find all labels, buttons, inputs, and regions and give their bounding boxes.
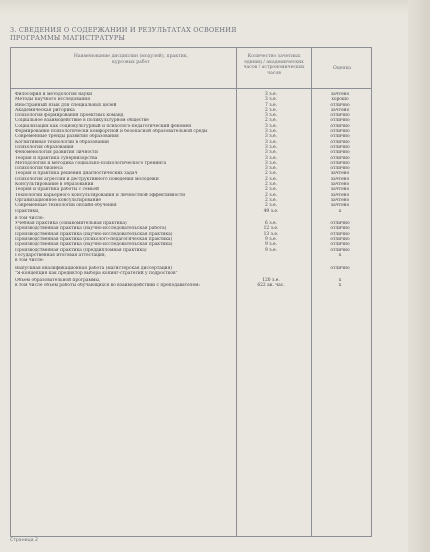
cell-name: Когнитивные технологии в образовании <box>15 139 109 145</box>
cell-hours: 2 з.е. <box>265 192 277 198</box>
cell-grade: отлично <box>330 226 350 232</box>
cell-hours: 2 з.е. <box>265 182 277 188</box>
cell-name: Объем образовательной программы, <box>15 278 101 284</box>
cell-name: Феноменология развития личности <box>15 150 98 156</box>
cell-name: Философия и методология науки <box>15 92 93 97</box>
cell-name: Производственная практика (научно-исследовательская практика) <box>15 231 173 237</box>
cell-grade: зачтено <box>330 203 350 209</box>
cell-hours: 13 з.е. <box>263 231 279 237</box>
column-header-hours: Количество зачетных единиц / академических часов / астрономических часов <box>243 54 305 76</box>
cell-grade: отлично <box>330 129 350 135</box>
cell-hours: 120 з.е. <box>262 278 280 284</box>
cell-grade: хорошо <box>331 97 349 103</box>
cell-name: Психология формирования проектных команд <box>15 113 124 119</box>
cell-hours: 2 з.е. <box>265 171 277 177</box>
cell-name: Методология и методика социально-психологического тренинга <box>15 160 167 166</box>
cell-grade: отлично <box>330 242 350 248</box>
cell-name: Академическая риторика <box>15 107 75 113</box>
cell-grade: отлично <box>330 139 350 145</box>
cell-hours: 2 з.е. <box>265 197 277 203</box>
cell-name: в том числе объем работы обучающихся во взаимодействии с преподавателем: <box>15 283 200 289</box>
table-row <box>11 209 371 214</box>
cell-hours: 6 з.е. <box>265 221 277 227</box>
section-heading: 3. СВЕДЕНИЯ О СОДЕРЖАНИИ И РЕЗУЛЬТАТАХ ОСВОЕНИЯ ПРОГРАММЫ МАГИСТРАТУРЫ <box>10 26 237 42</box>
cell-grade: отлично <box>330 231 350 237</box>
cell-grade: отлично <box>330 265 350 271</box>
cell-hours: 9 з.е. <box>265 247 277 253</box>
cell-hours: 3 з.е. <box>265 166 277 172</box>
cell-hours: 3 з.е. <box>265 139 277 145</box>
cell-name: Производственная практика (научно-исследовательская работа) <box>15 226 167 232</box>
cell-grade: отлично <box>330 102 350 108</box>
cell-name: Практики, <box>15 208 40 214</box>
table-row <box>11 283 371 288</box>
table-row <box>11 258 371 263</box>
cell-grade: отлично <box>330 166 350 172</box>
cell-name: в том числе: <box>15 215 44 221</box>
cell-name: в том числе: <box>15 258 44 264</box>
cell-name: Формирование психологически комфортной и безопасной образовательной среды <box>15 129 208 135</box>
cell-grade: зачтено <box>330 197 350 203</box>
cell-grade: отлично <box>330 247 350 253</box>
cell-hours: 3 з.е. <box>265 97 277 103</box>
cell-grade: х <box>338 283 342 289</box>
page-edge <box>408 0 430 552</box>
cell-grade: зачтено <box>330 176 350 182</box>
grades-table <box>10 47 372 537</box>
cell-grade: отлично <box>330 150 350 156</box>
cell-grade: зачтено <box>330 182 350 188</box>
cell-name: Современные тренды развития образования <box>15 134 119 140</box>
cell-grade: отлично <box>330 134 350 140</box>
cell-hours: 3 з.е. <box>265 92 277 97</box>
cell-name: Производственная практика (преддипломная практика) <box>15 247 147 253</box>
table-row <box>11 271 371 276</box>
cell-name: Психология образования <box>15 144 74 150</box>
cell-hours: 2 з.е. <box>265 107 277 113</box>
cell-name: Иностранный язык для специальных целей <box>15 102 117 108</box>
cell-name: Производственная практика (научно-исследовательская практика) <box>15 242 173 248</box>
cell-hours: 3 з.е. <box>265 144 277 150</box>
cell-hours: 3 з.е. <box>265 155 277 161</box>
cell-hours: 49 з.е. <box>263 208 279 214</box>
cell-hours: 2 з.е. <box>265 203 277 209</box>
cell-grade: зачтено <box>330 171 350 177</box>
cell-hours: 3 з.е. <box>265 160 277 166</box>
cell-name: Теория и практика работы с семьей <box>15 187 99 193</box>
cell-name: Теория и практика решения диагностических задач <box>15 171 138 177</box>
cell-name: Выпускная квалификационная работа (магистерская диссертация) <box>15 265 173 271</box>
cell-name: Психология агрессии и деструктивного поведения молодежи <box>15 176 159 182</box>
cell-name: Современные технологии онлайн-обучения <box>15 203 117 209</box>
cell-hours: 3 з.е. <box>265 113 277 119</box>
cell-grade: отлично <box>330 155 350 161</box>
cell-grade: отлично <box>330 118 350 124</box>
cell-grade: х <box>338 252 342 258</box>
cell-hours: 3 з.е. <box>265 150 277 156</box>
cell-name: Психология бизнеса <box>15 166 63 172</box>
cell-name: "Я-концепция как предиктор выбора копинг-стратегий у подростков" <box>15 270 178 276</box>
page-number: Страница 2 <box>10 538 38 543</box>
cell-grade: отлично <box>330 113 350 119</box>
cell-grade: отлично <box>330 123 350 129</box>
cell-hours: 12 з.е. <box>263 226 279 232</box>
header-divider <box>11 88 371 89</box>
cell-grade: зачтено <box>330 192 350 198</box>
cell-hours: 3 з.е. <box>265 134 277 140</box>
cell-grade: х <box>338 278 342 284</box>
cell-name: Социализация как социокультурный и психолого-педагогический феномен <box>15 123 192 129</box>
column-header-name: Наименование дисциплин (модулей), практик, курсовых работ <box>73 54 189 65</box>
cell-grade: зачтено <box>330 187 350 193</box>
cell-grade: отлично <box>330 144 350 150</box>
cell-grade: отлично <box>330 237 350 243</box>
cell-hours: 3 з.е. <box>265 123 277 129</box>
table-body <box>11 92 371 289</box>
cell-grade: зачтено <box>330 107 350 113</box>
cell-hours: 2 з.е. <box>265 118 277 124</box>
cell-name: Производственная практика (психолого-педагогическая практика) <box>15 237 173 243</box>
cell-name: Методы научного исследования <box>15 97 90 103</box>
cell-name: Теория и практика супервизорства <box>15 155 98 161</box>
cell-name: Государственная итоговая аттестация, <box>15 252 107 258</box>
cell-name: Учебная практика (ознакомительная практика) <box>15 221 127 227</box>
cell-hours: 3 з.е. <box>265 129 277 135</box>
column-header-grade: Оценка <box>332 66 352 71</box>
cell-hours: 9 з.е. <box>265 242 277 248</box>
cell-hours: 622 ак. час. <box>257 283 285 289</box>
cell-hours: 2 з.е. <box>265 176 277 182</box>
cell-hours: 9 з.е. <box>265 237 277 243</box>
cell-grade: отлично <box>330 160 350 166</box>
cell-grade: отлично <box>330 221 350 227</box>
cell-hours: 2 з.е. <box>265 187 277 193</box>
cell-name: Консультирование в образовании <box>15 182 94 188</box>
cell-name: Социальное взаимодействие в поликультурном обществе <box>15 118 149 124</box>
cell-hours: 7 з.е. <box>265 102 277 108</box>
cell-name: Организационное консультирование <box>15 197 101 203</box>
cell-grade: зачтено <box>330 92 350 97</box>
cell-grade: х <box>338 208 342 214</box>
cell-name: Технологии карьерного консультирования и личностной эффективности <box>15 192 186 198</box>
